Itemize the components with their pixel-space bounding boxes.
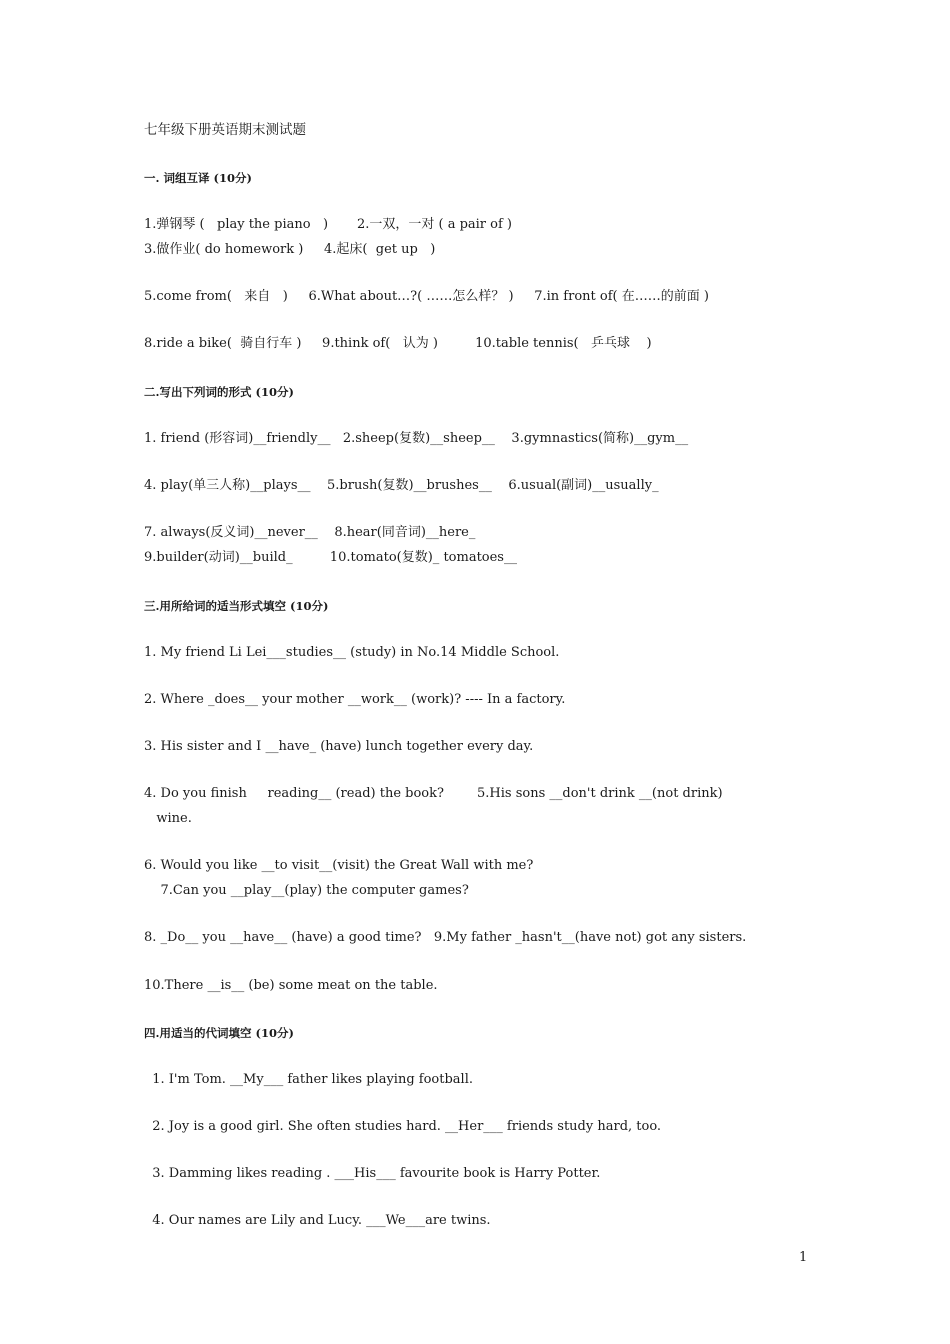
page-number: 1 bbox=[799, 1250, 808, 1265]
section-4-line-1: 1. I'm Tom. __My___ father likes playing football. bbox=[144, 1072, 473, 1087]
section-4-line-3: 3. Damming likes reading . ___His___ favourite book is Harry Potter. bbox=[144, 1166, 601, 1181]
section-3-line-2: 2. Where _does__ your mother __work__ (work)? ---- In a factory. bbox=[144, 692, 566, 707]
section-3-line-5: wine. bbox=[144, 811, 192, 826]
section-3-line-6: 6. Would you like __to visit__(visit) the Great Wall with me? bbox=[144, 858, 534, 873]
section-1-line-2: 3.做作业( do homework ) 4.起床( get up ) bbox=[144, 242, 436, 257]
section-3-line-1: 1. My friend Li Lei___studies__ (study) in No.14 Middle School. bbox=[144, 645, 560, 660]
section-1-line-1: 1.弹钢琴 ( play the piano ) 2.一双，一对 ( a pair of ) bbox=[144, 217, 512, 232]
section-1-line-4: 8.ride a bike( 骑自行车 ) 9.think of( 认为 ) 10.table tennis( 乒乓球 ) bbox=[144, 336, 652, 351]
section-2-line-1: 1. friend (形容词)__friendly__ 2.sheep(复数)__sheep__ 3.gymnastics(简称)__gym__ bbox=[144, 431, 689, 446]
section-3-heading: 三.用所给词的适当形式填空 (10分) bbox=[144, 599, 329, 613]
section-2-line-4: 9.builder(动词)__build_ 10.tomato(复数)_ tomatoes__ bbox=[144, 550, 517, 565]
section-3-line-7: 7.Can you __play__(play) the computer games? bbox=[144, 883, 469, 898]
section-3-line-3: 3. His sister and I __have_ (have) lunch together every day. bbox=[144, 739, 534, 754]
section-3-line-9: 10.There __is__ (be) some meat on the table. bbox=[144, 978, 438, 993]
section-2-line-2: 4. play(单三人称)__plays__ 5.brush(复数)__brushes__ 6.usual(副词)__usually_ bbox=[144, 478, 659, 493]
section-4-line-4: 4. Our names are Lily and Lucy. ___We___are twins. bbox=[144, 1213, 491, 1228]
section-3-line-4: 4. Do you finish reading__ (read) the book? 5.His sons __don't drink __(not drink) bbox=[144, 786, 723, 801]
section-4-heading: 四.用适当的代词填空 (10分) bbox=[144, 1026, 294, 1040]
section-1-line-3: 5.come from( 来自 ) 6.What about…?( ……怎么样？ ) 7.in front of( 在……的前面 ) bbox=[144, 289, 709, 304]
section-2-heading: 二.写出下列词的形式 (10分) bbox=[144, 385, 294, 399]
section-4-line-2: 2. Joy is a good girl. She often studies hard. __Her___ friends study hard, too. bbox=[144, 1119, 662, 1134]
document-title: 七年级下册英语期末测试题 bbox=[144, 122, 306, 138]
section-3-line-8: 8. _Do__ you __have__ (have) a good time? 9.My father _hasn't__(have not) got any sisters. bbox=[144, 930, 747, 945]
section-2-line-3: 7. always(反义词)__never__ 8.hear(同音词)__here_ bbox=[144, 525, 476, 540]
section-1-heading: 一. 词组互译 (10分) bbox=[144, 171, 252, 185]
